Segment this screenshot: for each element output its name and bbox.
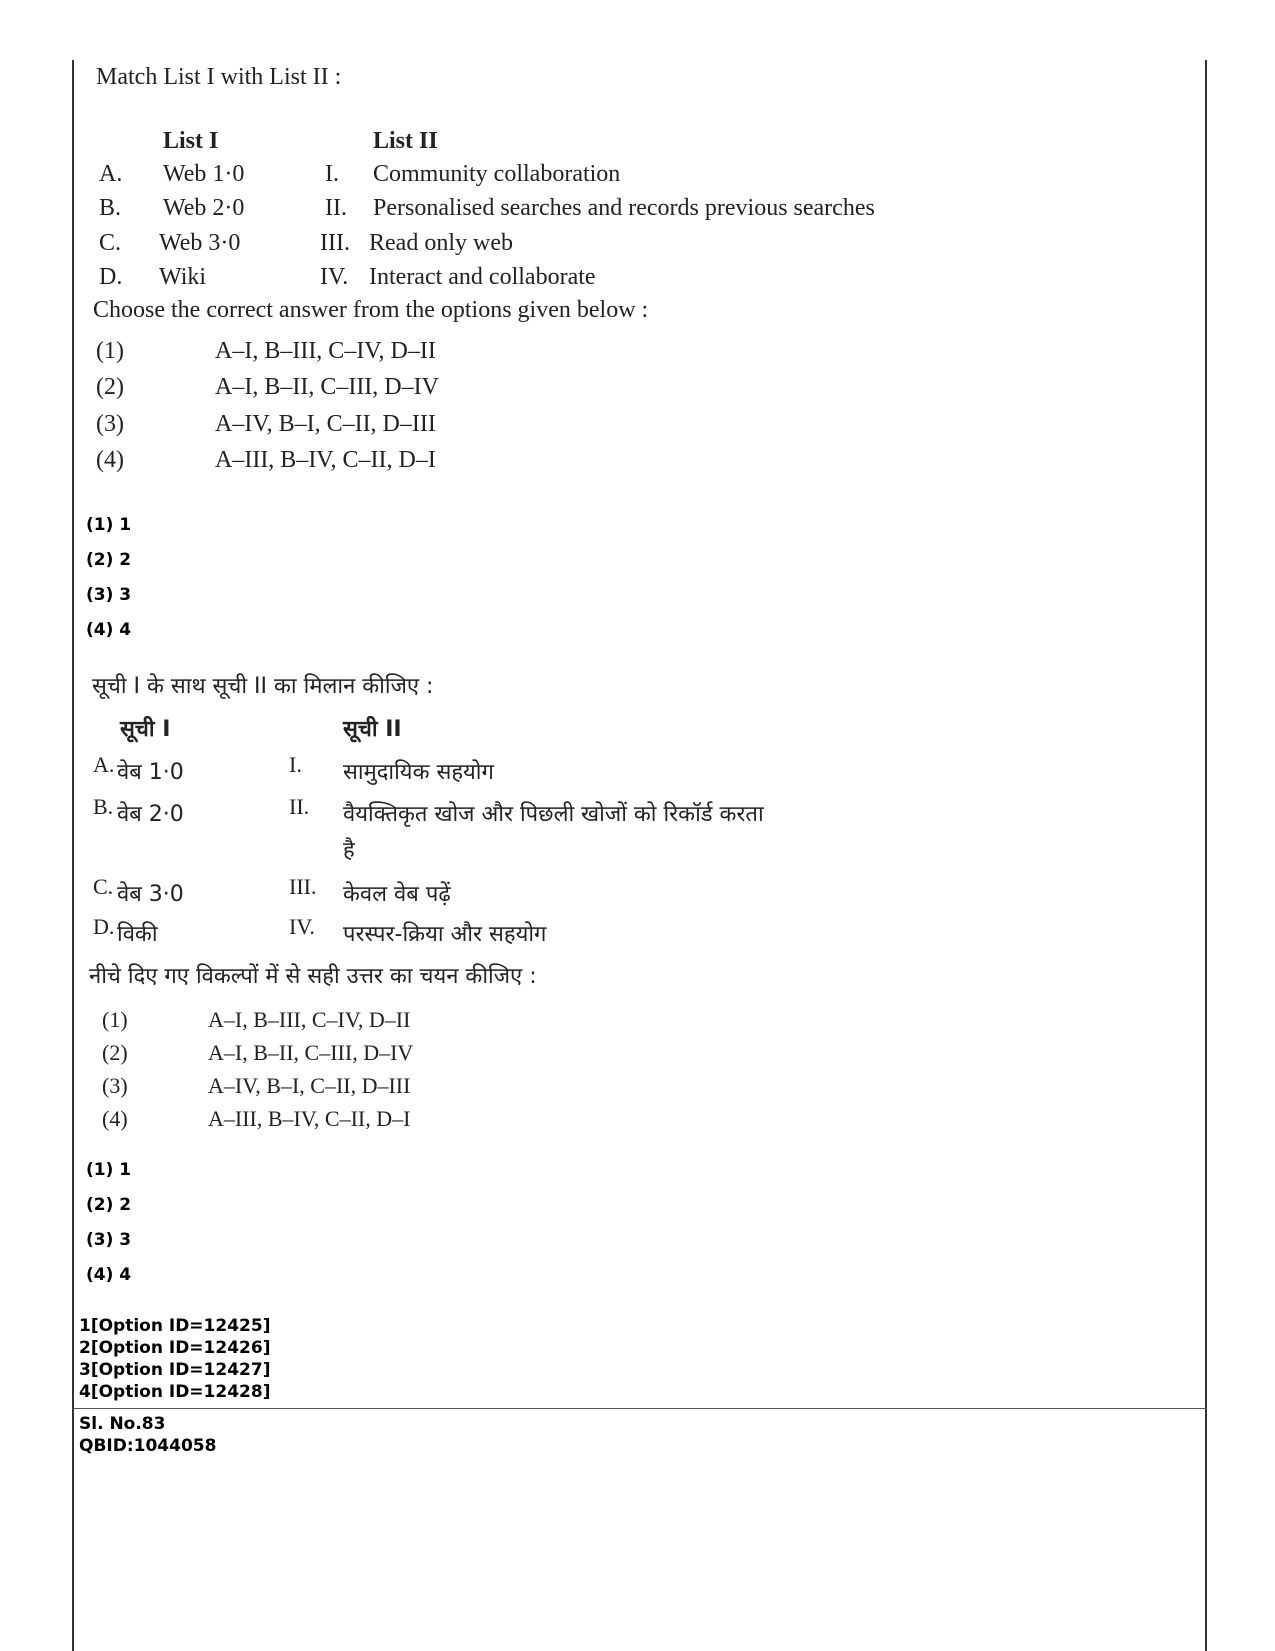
row-letter: C. [99, 230, 122, 256]
row-item: Web 2·0 [163, 195, 245, 221]
option-number: (4) [96, 447, 124, 473]
list2-header: List II [373, 128, 438, 154]
option-text: A–I, B–III, C–IV, D–II [215, 338, 436, 364]
option-number: (1) [96, 338, 124, 364]
option-text: A–I, B–II, C–III, D–IV [208, 1040, 414, 1065]
row-roman: III. [289, 874, 317, 899]
row-letter: D. [93, 914, 115, 939]
left-border [72, 60, 74, 1651]
row-item: वेब 1·0 [117, 760, 184, 785]
hindi-list1-header: सूची I [120, 717, 171, 742]
option-text: A–I, B–II, C–III, D–IV [215, 374, 439, 400]
row-item: Wiki [159, 264, 207, 290]
answer-choice[interactable]: (1) 1 [86, 515, 132, 535]
option-text: A–III, B–IV, C–II, D–I [208, 1106, 411, 1131]
option-text: A–III, B–IV, C–II, D–I [215, 447, 436, 473]
row-roman: IV. [320, 264, 349, 290]
row-roman: III. [320, 230, 350, 256]
option-text: A–I, B–III, C–IV, D–II [208, 1007, 411, 1032]
next-question-meta [79, 1413, 216, 1457]
row-roman: II. [289, 794, 310, 819]
row-roman: I. [289, 752, 302, 777]
answer-choice[interactable]: (4) 4 [86, 1265, 132, 1285]
option-id: 1[Option ID=12425] [79, 1316, 271, 1336]
option-number: (2) [96, 374, 124, 400]
serial-number: Sl. No.83 [79, 1414, 166, 1434]
hindi-choose-instruction: नीचे दिए गए विकल्पों में से सही उत्तर का चयन कीजिए : [89, 964, 537, 989]
row-desc: Community collaboration [373, 161, 621, 187]
answer-choice[interactable]: (3) 3 [86, 585, 132, 605]
choose-instruction: Choose the correct answer from the options given below : [93, 297, 649, 323]
row-desc: Personalised searches and records previous searches [373, 195, 875, 221]
row-desc-continued: है [343, 838, 355, 863]
right-border [1205, 60, 1207, 1651]
row-desc: परस्पर-क्रिया और सहयोग [343, 922, 547, 947]
hindi-instruction: सूची I के साथ सूची II का मिलान कीजिए : [92, 674, 434, 699]
question-bank-id: QBID:1044058 [79, 1436, 217, 1456]
row-desc: Interact and collaborate [369, 264, 596, 290]
option-text: A–IV, B–I, C–II, D–III [215, 411, 436, 437]
row-letter: A. [93, 752, 115, 777]
option-id: 3[Option ID=12427] [79, 1360, 271, 1380]
row-letter: D. [99, 264, 123, 290]
option-number: (4) [102, 1106, 128, 1131]
row-roman: IV. [289, 914, 315, 939]
option-number: (1) [102, 1007, 128, 1032]
option-id: 2[Option ID=12426] [79, 1338, 271, 1358]
row-item: विकी [117, 922, 158, 947]
option-id: 4[Option ID=12428] [79, 1382, 271, 1402]
row-letter: C. [93, 874, 114, 899]
option-number: (3) [96, 411, 124, 437]
row-item: Web 1·0 [163, 161, 245, 187]
answer-choice[interactable]: (3) 3 [86, 1230, 132, 1250]
row-roman: I. [325, 161, 339, 187]
row-item: वेब 2·0 [117, 802, 184, 827]
row-letter: B. [93, 794, 114, 819]
row-item: वेब 3·0 [117, 882, 184, 907]
list1-header: List I [163, 128, 219, 154]
row-item: Web 3·0 [159, 230, 241, 256]
row-roman: II. [325, 195, 347, 221]
row-desc: केवल वेब पढ़ें [343, 882, 451, 907]
option-number: (2) [102, 1040, 128, 1065]
option-number: (3) [102, 1073, 128, 1098]
option-text: A–IV, B–I, C–II, D–III [208, 1073, 411, 1098]
answer-choice[interactable]: (2) 2 [86, 550, 132, 570]
hindi-list2-header: सूची II [343, 717, 402, 742]
row-desc: वैयक्तिकृत खोज और पिछली खोजों को रिकॉर्ड करता [343, 802, 764, 827]
row-letter: A. [99, 161, 123, 187]
row-letter: B. [99, 195, 122, 221]
answer-choice[interactable]: (2) 2 [86, 1195, 132, 1215]
question-instruction: Match List I with List II : [96, 64, 342, 90]
answer-choice[interactable]: (1) 1 [86, 1160, 132, 1180]
row-desc: Read only web [369, 230, 513, 256]
question-divider [73, 1408, 1206, 1409]
row-desc: सामुदायिक सहयोग [343, 760, 494, 785]
option-id-list [79, 1315, 270, 1403]
answer-choice[interactable]: (4) 4 [86, 620, 132, 640]
